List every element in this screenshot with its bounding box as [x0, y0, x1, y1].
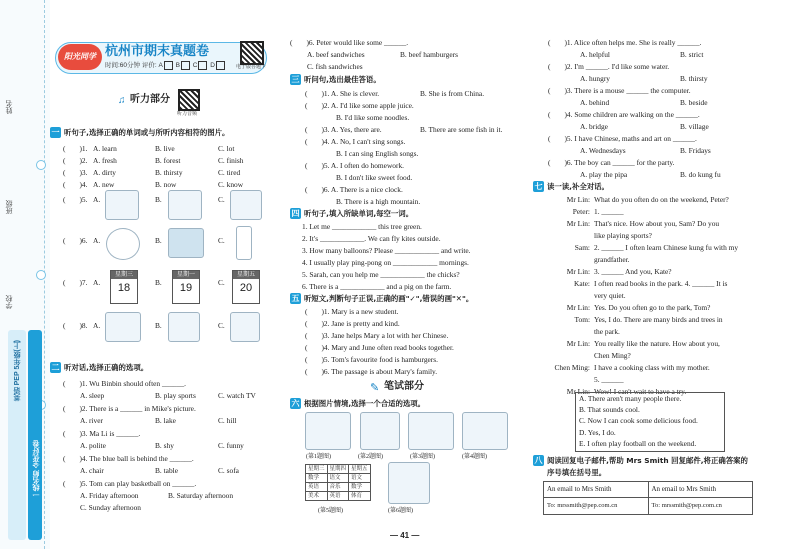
bottle-icon[interactable]	[236, 226, 252, 260]
question-row: ( )1.	[63, 144, 88, 153]
dialogue-line: Peter: 1. ______	[572, 207, 624, 216]
section-title: 听问句,选出最佳答语。	[304, 75, 381, 84]
option-b[interactable]: B. lake	[155, 416, 176, 425]
option-c[interactable]: C. hill	[218, 416, 237, 425]
option-b[interactable]: B. Fridays	[680, 146, 711, 155]
fill-line[interactable]: 3. How many balloons? Please ____________ and write.	[302, 246, 471, 255]
option-line[interactable]: C. Now I can cook some delicious food.	[579, 416, 698, 426]
dialogue-line: Mr Lin: Wow! I can't wait to have a try.	[566, 387, 687, 396]
pencil-icon: ✎	[370, 382, 380, 394]
question-stem: ( )3. Ma Li is ______.	[63, 429, 141, 438]
fill-line[interactable]: 6. There is a ____________ and a pig on the farm.	[302, 282, 452, 291]
section-badge: 四	[291, 209, 300, 218]
section-title: 读一读,补全对话。	[547, 182, 609, 191]
question-row: ( )4. A. No, I can't sing songs.	[305, 137, 406, 146]
painting-icon[interactable]	[168, 228, 204, 258]
clock-icon[interactable]	[106, 228, 140, 260]
fill-line[interactable]: 4. I usually play ping-pong on ____________ mornings.	[302, 258, 469, 267]
section-6-heading	[290, 398, 425, 410]
section-title: 阅读回复电子邮件,帮助 Mrs Smith 回复邮件,将正确答案的	[547, 456, 748, 465]
option-line[interactable]: D. Yes, I do.	[579, 427, 616, 437]
option-b[interactable]: B. live	[155, 144, 175, 153]
qr-label: 电子版答题卡	[235, 64, 266, 70]
section-title: 听句子,填入所缺单词,每空一词。	[304, 209, 414, 218]
section-5-heading	[290, 293, 473, 305]
option-b[interactable]: B. I don't like sweet food.	[336, 173, 413, 182]
email-to: To: mrssmith@pep.com.cn	[651, 502, 722, 509]
option-a[interactable]: A.	[93, 236, 101, 245]
option-c[interactable]: C. lot	[218, 144, 235, 153]
dialogue-line: Tom: Yes, I do. There are many birds and trees in	[574, 315, 723, 324]
dialogue-line: grandfather.	[594, 255, 630, 264]
section-badge: 八	[534, 456, 543, 465]
option-a[interactable]: A. beef sandwiches	[307, 50, 365, 59]
option-a[interactable]: A. dirty	[93, 168, 116, 177]
figure-caption: (第4题图)	[462, 454, 487, 460]
grade-c: C	[192, 62, 198, 70]
judge-row[interactable]: ( )6. The passage is about Mary's family.	[305, 367, 438, 376]
question-row: ( )1. A. She is clever.	[305, 89, 380, 98]
option-c[interactable]: C.	[218, 278, 225, 287]
listening-part-title: 听力部分	[130, 94, 170, 105]
time-eval-line	[105, 61, 226, 70]
judge-row[interactable]: ( )1. Mary is a new student.	[305, 307, 399, 316]
option-b[interactable]: B. do kung fu	[680, 170, 721, 179]
option-a[interactable]: A. learn	[93, 144, 117, 153]
judge-row[interactable]: ( )3. Jane helps Mary a lot with her Chinese.	[305, 331, 449, 340]
question-row: ( )6. A. There is a nice clock.	[305, 185, 403, 194]
section-4-heading	[290, 208, 413, 220]
option-a[interactable]: A. fresh	[93, 156, 117, 165]
time-label: 时间:60分钟 评价:	[105, 62, 157, 70]
option-c[interactable]: C.	[218, 321, 225, 330]
option-b[interactable]: B. play sports	[155, 391, 196, 400]
question-stem: ( )4. Some children are walking on the ______.	[548, 110, 700, 119]
dialogue-line: Chen Ming?	[594, 351, 631, 360]
option-a[interactable]: A.	[93, 195, 101, 204]
email-to-row	[544, 498, 752, 514]
option-c[interactable]: C. Sunday afternoon	[80, 503, 141, 512]
school-label: 学校	[6, 295, 13, 309]
audio-qr-label: 听力音频	[176, 111, 197, 117]
section-badge: 二	[51, 363, 60, 372]
binding-hole	[36, 160, 46, 170]
calendar-icon[interactable]: 星期一 19	[172, 270, 200, 304]
option-a[interactable]: A. Friday afternoon	[80, 491, 139, 500]
swimming-icon[interactable]	[105, 312, 141, 342]
option-a[interactable]: A. river	[80, 416, 103, 425]
figure-caption: (第6题图)	[388, 508, 413, 514]
option-b[interactable]: B.	[155, 236, 162, 245]
option-c[interactable]: C. tired	[218, 168, 241, 177]
section-1-heading	[50, 127, 229, 139]
question-row: ( )3.	[63, 168, 88, 177]
question-stem: ( )2. There is a ______ in Mike's picture.	[63, 404, 196, 413]
dialogue-line: the park.	[594, 327, 620, 336]
option-a[interactable]: A. hungry	[580, 74, 610, 83]
section-badge: 六	[291, 399, 300, 408]
option-b[interactable]: B. She is from China.	[420, 89, 485, 98]
section-title: 听短文,判断句子正误,正确的画"✓",错误的画"✕"。	[304, 294, 474, 303]
option-c[interactable]: C. sofa	[218, 466, 239, 475]
option-c[interactable]: C. know	[218, 180, 244, 189]
question-row: ( )2.	[63, 156, 88, 165]
question-row: ( )5. A. I often do homework.	[305, 161, 404, 170]
section-8-title-cont: 序号填在括号里。	[547, 468, 607, 477]
question-row: ( )2. A. I'd like some apple juice.	[305, 101, 414, 110]
option-b[interactable]: B. shy	[155, 441, 174, 450]
option-b[interactable]: B. There are some fish in it.	[420, 125, 503, 134]
figure-caption: (第5题图)	[318, 508, 343, 514]
judge-row[interactable]: ( )5. Tom's favourite food is hamburgers.	[305, 355, 438, 364]
option-b[interactable]: B. forest	[155, 156, 181, 165]
dialogue-line: Chen Ming: I have a cooking class with my mother.	[554, 363, 710, 372]
dialogue-line: like playing sports?	[594, 231, 652, 240]
question-stem: ( )1. Alice often helps me. She is really ______.	[548, 38, 702, 47]
calendar-icon[interactable]: 星期五 20	[232, 270, 260, 304]
section-badge: 五	[291, 294, 300, 303]
fill-line[interactable]: 1. Let me ____________ this tree green.	[302, 222, 422, 231]
figure-caption: (第1题图)	[306, 454, 331, 460]
binding-hole	[36, 270, 46, 280]
question-row: ( )6.	[63, 236, 88, 245]
email-to: To: mrssmith@pep.com.cn	[544, 498, 649, 514]
grade-box[interactable]	[164, 61, 173, 70]
section-7-heading	[533, 181, 609, 193]
kung-fu-icon[interactable]	[168, 312, 200, 342]
section-badge: 一	[51, 128, 60, 137]
dialogue	[540, 194, 792, 398]
option-a[interactable]: A. polite	[80, 441, 106, 450]
dialogue-line: Mr Lin: You really like the nature. How about you,	[566, 339, 720, 348]
option-b[interactable]: B. There is a high mountain.	[336, 197, 421, 206]
option-c[interactable]: C. watch TV	[218, 391, 256, 400]
option-a[interactable]: A.	[93, 321, 101, 330]
dialogue-line: Mr Lin: What do you often do on the weekend, Peter?	[566, 195, 729, 204]
headphone-icon: ♫	[118, 95, 126, 106]
section-2-heading	[50, 362, 148, 374]
question-stem: ( )2. I'm ______. I'd like some water.	[548, 62, 670, 71]
option-a[interactable]: A. sleep	[80, 391, 105, 400]
section-badge: 三	[291, 75, 300, 84]
section-8-heading	[533, 455, 748, 467]
option-a[interactable]: A. new	[93, 180, 115, 189]
question-stem: ( )1. Wu Binbin should often ______.	[63, 379, 186, 388]
audio-qr-icon[interactable]	[178, 89, 200, 111]
dialogue-line: Kate: I often read books in the park. 4. ______ It is	[573, 279, 728, 288]
question-row: ( )7.	[63, 278, 88, 287]
option-c[interactable]: C. funny	[218, 441, 244, 450]
question-row: ( )3. A. Yes, there are.	[305, 125, 382, 134]
option-c[interactable]: C. fish sandwiches	[307, 62, 363, 71]
dialogue-line: Sam: 2. ______ I often learn Chinese kung fu with my	[574, 243, 739, 252]
option-b[interactable]: B. strict	[680, 50, 704, 59]
brand-logo: 阳光同学	[58, 44, 102, 70]
option-b[interactable]: B. now	[155, 180, 177, 189]
grade-b: B	[175, 62, 180, 70]
option-a[interactable]: A. chair	[80, 466, 104, 475]
dialogue-line: Mr Lin: 3. ______ And you, Kate?	[566, 267, 672, 276]
option-c[interactable]: C.	[218, 236, 225, 245]
option-b[interactable]: B. Saturday afternoon	[168, 491, 234, 500]
fill-line[interactable]: 2. It's ____________. We can fly kites outside.	[302, 234, 441, 243]
option-a[interactable]: A. behind	[580, 98, 610, 107]
brand-label: 一线名师 全优好卷	[33, 440, 40, 498]
judge-row[interactable]: ( )4. Mary and June often read books together.	[305, 343, 454, 352]
girl-playing-pipa-icon	[388, 462, 430, 504]
option-a[interactable]: A. play the pipa	[580, 170, 628, 179]
option-b[interactable]: B. I can sing English songs.	[336, 149, 419, 158]
question-row: ( )4.	[63, 180, 88, 189]
email-header: An email to Mrs Smith	[651, 485, 717, 493]
section-title: 听句子,选择正确的单词或与所听内容相符的图片。	[64, 128, 230, 137]
kids-umbrella-icon	[305, 412, 351, 450]
option-a[interactable]: A. Wednesdays	[580, 146, 626, 155]
dialogue-line: 5. ______	[594, 375, 624, 384]
option-b[interactable]: B. beside	[680, 98, 708, 107]
question-stem: ( )5. Tom can play basketball on ______.	[63, 479, 197, 488]
option-b[interactable]: B. thirsty	[680, 74, 708, 83]
grade-box[interactable]	[216, 61, 225, 70]
option-b[interactable]: B. beef hamburgers	[400, 50, 458, 59]
dancing-icon[interactable]	[230, 312, 260, 342]
option-b[interactable]: B. thirsty	[155, 168, 183, 177]
question-stem: ( )4. The blue ball is behind the ______.	[63, 454, 194, 463]
option-line[interactable]: A. There aren't many people there.	[579, 394, 682, 403]
calendar-icon[interactable]: 星期三 18	[110, 270, 138, 304]
edition-label: 英语 PEP 5年级(上)	[14, 340, 21, 402]
houses-icon	[462, 412, 508, 450]
option-b[interactable]: B. village	[680, 122, 709, 131]
section-title: 听对话,选择正确的选项。	[64, 363, 149, 372]
question-row: ( )5.	[63, 195, 88, 204]
question-row: ( )8.	[63, 321, 88, 330]
option-a[interactable]: A. bridge	[580, 122, 608, 131]
class-label: 班级	[6, 200, 13, 214]
section-title: 根据图片情境,选择一个合适的选项。	[304, 399, 426, 408]
option-b[interactable]: B.	[155, 195, 162, 204]
option-c[interactable]: C.	[218, 195, 225, 204]
name-label: 姓名	[6, 100, 13, 114]
option-b[interactable]: B. I'd like some noodles.	[336, 113, 410, 122]
option-b[interactable]: B. table	[155, 466, 178, 475]
dialogue-line: Mr Lin: Yes. Do you often go to the park, Tom?	[566, 303, 711, 312]
email-header: An email to Mrs Smith	[544, 482, 649, 497]
option-line[interactable]: E. I often play football on the weekend.	[579, 438, 697, 448]
page-number: — 41 —	[390, 531, 420, 540]
grade-a: A	[158, 62, 163, 70]
question-stem: ( )6. Peter would like some ______.	[290, 38, 409, 47]
option-c[interactable]: C. finish	[218, 156, 244, 165]
boy-thinking-icon	[360, 412, 400, 450]
question-stem: ( )6. The boy can ______ for the party.	[548, 158, 675, 167]
question-stem: ( )3. There is a mouse ______ the computer.	[548, 86, 691, 95]
option-a[interactable]: A.	[93, 278, 101, 287]
judge-row[interactable]: ( )2. Jane is pretty and kind.	[305, 319, 400, 328]
email-header-row	[544, 482, 752, 498]
figure-caption: (第3题图)	[410, 454, 435, 460]
options-box	[575, 392, 725, 452]
section-3-heading	[290, 74, 381, 86]
email-table	[543, 481, 753, 515]
boy-sweeping-icon[interactable]	[105, 190, 139, 220]
fill-line[interactable]: 5. Sarah, can you help me ____________ the chicks?	[302, 270, 460, 279]
option-line[interactable]: B. That sounds cool.	[579, 405, 640, 415]
grade-box[interactable]	[181, 61, 190, 70]
child-reading-icon[interactable]	[230, 190, 262, 220]
grade-d: D	[210, 62, 215, 70]
option-b[interactable]: B.	[155, 278, 162, 287]
option-b[interactable]: B.	[155, 321, 162, 330]
dialogue-line: very quiet.	[594, 291, 626, 300]
question-stem: ( )5. I have Chinese, maths and art on ______.	[548, 134, 697, 143]
girl-cooking-icon[interactable]	[168, 190, 202, 220]
written-part-title: 笔试部分	[384, 381, 424, 392]
grade-box[interactable]	[198, 61, 207, 70]
answer-sheet-qr-icon[interactable]	[240, 41, 264, 65]
option-a[interactable]: A. helpful	[580, 50, 610, 59]
timetable: 星期三 星期四 星期五 数学 语文 语文 英语 音乐 数学 美术 英语 体育	[305, 464, 371, 501]
computer-icon	[408, 412, 454, 450]
page-title: 杭州市期末真题卷	[105, 44, 210, 59]
brand-bar	[28, 330, 42, 540]
dialogue-line: Mr Lin: That's nice. How about you, Sam? Do you	[566, 219, 720, 228]
figure-caption: (第2题图)	[358, 454, 383, 460]
section-badge: 七	[534, 182, 543, 191]
